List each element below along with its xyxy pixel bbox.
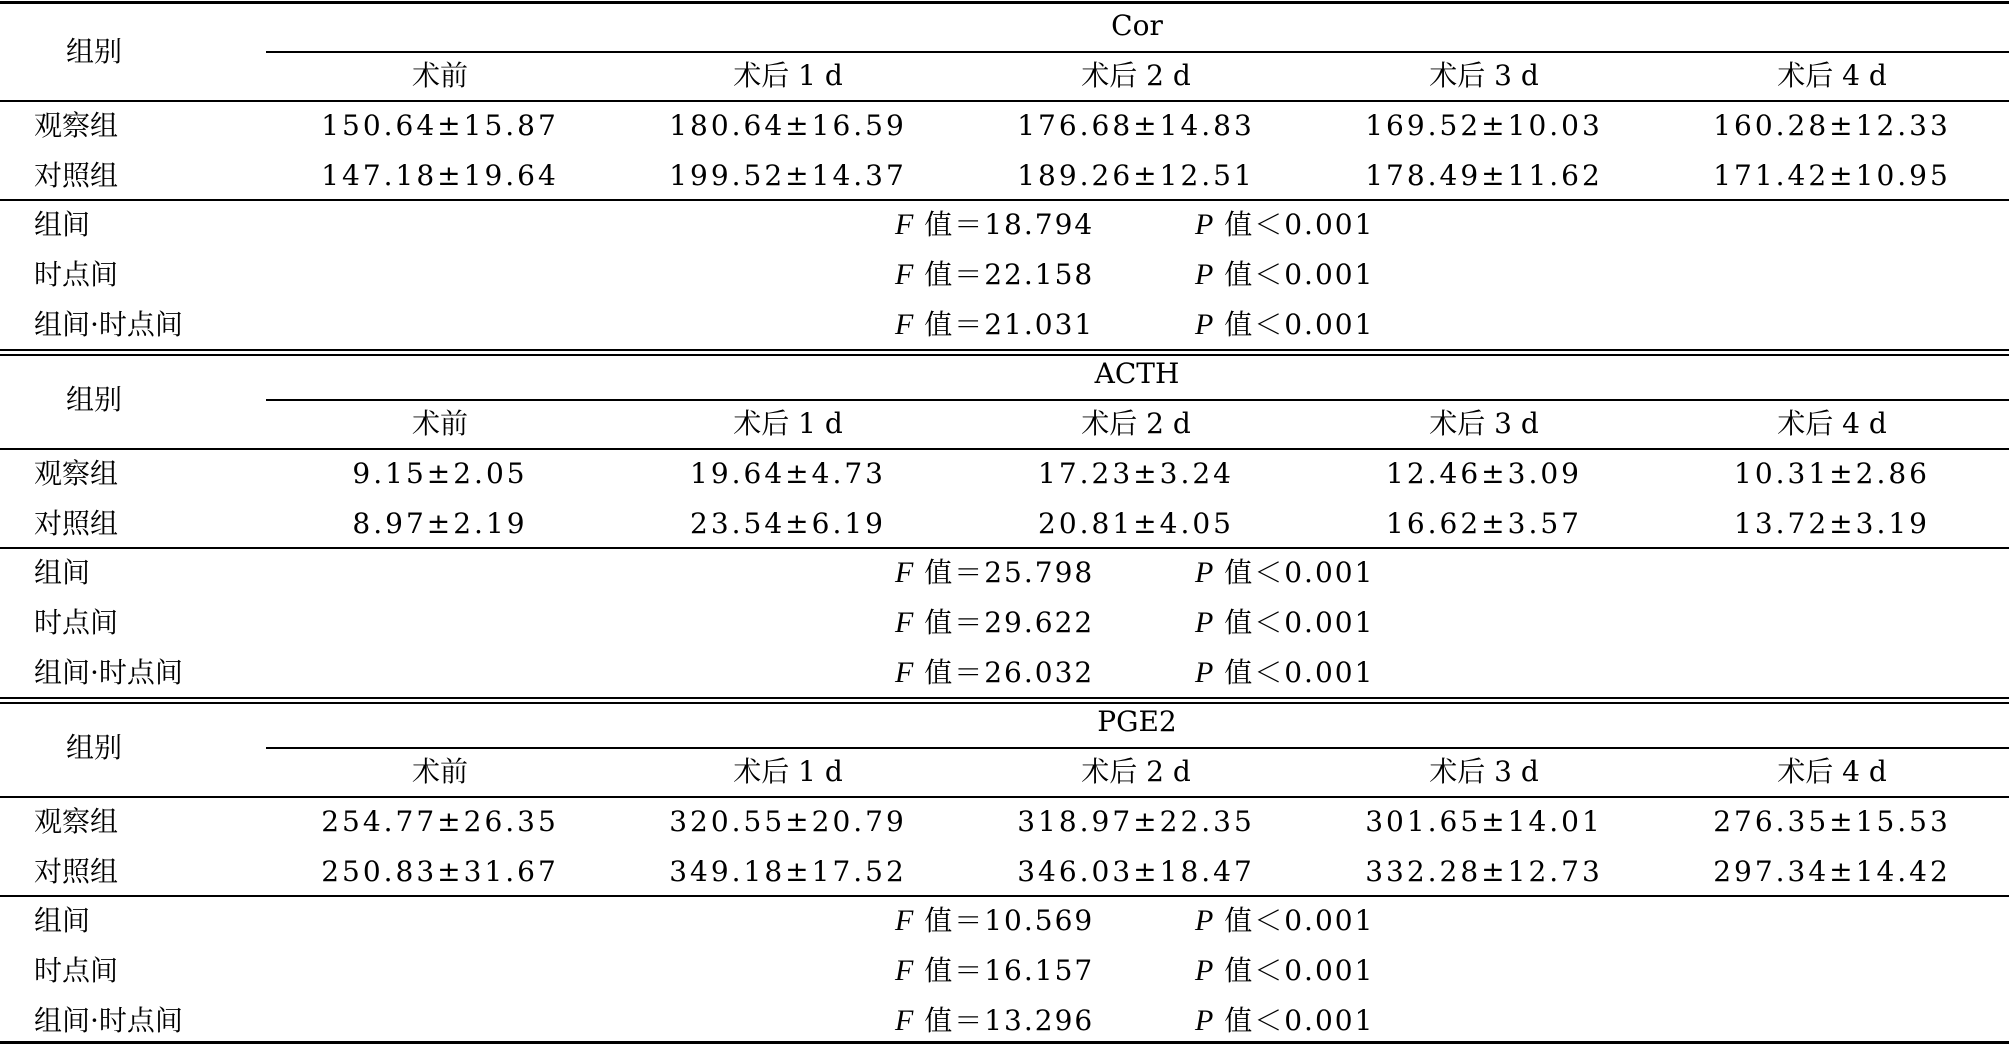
f-symbol: F xyxy=(895,954,914,987)
f-symbol: F xyxy=(895,208,914,241)
column-header: 术后 1 d xyxy=(733,407,843,440)
top-rule xyxy=(0,1,2009,4)
f-prefix: 值＝ xyxy=(913,208,985,241)
f-value xyxy=(895,553,1094,593)
table-cell: 171.42±10.95 xyxy=(1713,159,1951,192)
p-value xyxy=(1195,653,1374,693)
stat-row xyxy=(0,901,2009,941)
table-cell: 9.15±2.05 xyxy=(352,457,528,490)
table-cell: 176.68±14.83 xyxy=(1017,109,1255,142)
column-header: 术后 2 d xyxy=(1081,59,1191,92)
f-symbol: F xyxy=(895,556,914,589)
column-header: 术后 4 d xyxy=(1777,407,1887,440)
column-header: 术后 1 d xyxy=(733,59,843,92)
stat-row xyxy=(0,255,2009,295)
p-prefix: 值＜ xyxy=(1213,656,1285,689)
stat-row xyxy=(0,553,2009,593)
f-number: 10.569 xyxy=(984,904,1095,937)
p-prefix: 值＜ xyxy=(1213,1004,1285,1037)
table-cell: 297.34±14.42 xyxy=(1713,855,1951,888)
f-value xyxy=(895,255,1094,295)
p-symbol: P xyxy=(1195,308,1214,341)
f-prefix: 值＝ xyxy=(913,606,985,639)
p-symbol: P xyxy=(1195,208,1214,241)
p-prefix: 值＜ xyxy=(1213,954,1285,987)
stat-label: 时点间 xyxy=(34,954,119,987)
header-bottom-rule xyxy=(0,796,2009,798)
section-separator-rule xyxy=(0,354,2009,356)
p-symbol: P xyxy=(1195,656,1214,689)
table-cell: 20.81±4.05 xyxy=(1038,507,1234,540)
f-number: 26.032 xyxy=(984,656,1095,689)
p-prefix: 值＜ xyxy=(1213,208,1285,241)
f-value xyxy=(895,653,1094,693)
f-symbol: F xyxy=(895,904,914,937)
table-cell: 276.35±15.53 xyxy=(1713,805,1951,838)
f-number: 21.031 xyxy=(984,308,1095,341)
column-header: 术后 2 d xyxy=(1081,407,1191,440)
table-section-0 xyxy=(0,0,2009,348)
table-cell: 320.55±20.79 xyxy=(669,805,907,838)
p-number: 0.001 xyxy=(1284,308,1375,341)
table-cell: 17.23±3.24 xyxy=(1038,457,1234,490)
f-symbol: F xyxy=(895,308,914,341)
p-value xyxy=(1195,951,1374,991)
section-separator-rule xyxy=(0,349,2009,351)
column-header: 术前 xyxy=(411,407,469,440)
f-value xyxy=(895,951,1094,991)
table-section-1 xyxy=(0,348,2009,696)
table-row xyxy=(0,454,2009,494)
bottom-rule xyxy=(0,1041,2009,1044)
header-bottom-rule xyxy=(0,448,2009,450)
p-number: 0.001 xyxy=(1284,1004,1375,1037)
header-underline xyxy=(266,747,2009,749)
stat-label: 组间 xyxy=(34,904,91,937)
section-separator-rule xyxy=(0,697,2009,699)
row-group-label: 对照组 xyxy=(34,159,119,192)
column-header: 术前 xyxy=(411,755,469,788)
p-value xyxy=(1195,901,1374,941)
p-symbol: P xyxy=(1195,606,1214,639)
column-header: 术前 xyxy=(411,59,469,92)
p-number: 0.001 xyxy=(1284,556,1375,589)
f-prefix: 值＝ xyxy=(913,904,985,937)
stat-row xyxy=(0,205,2009,245)
stat-label: 组间·时点间 xyxy=(34,656,183,689)
stat-row xyxy=(0,305,2009,345)
table-cell: 16.62±3.57 xyxy=(1386,507,1582,540)
table-cell: 301.65±14.01 xyxy=(1365,805,1603,838)
column-header: 术后 3 d xyxy=(1429,755,1539,788)
section-title: PGE2 xyxy=(1097,705,1177,738)
row-group-label: 对照组 xyxy=(34,507,119,540)
section-separator-rule xyxy=(0,702,2009,704)
header-underline xyxy=(266,51,2009,53)
f-symbol: F xyxy=(895,606,914,639)
column-header: 术后 3 d xyxy=(1429,407,1539,440)
table-cell: 12.46±3.09 xyxy=(1386,457,1582,490)
p-prefix: 值＜ xyxy=(1213,904,1285,937)
stat-label: 组间 xyxy=(34,208,91,241)
f-symbol: F xyxy=(895,1004,914,1037)
p-prefix: 值＜ xyxy=(1213,258,1285,291)
group-header: 组别 xyxy=(66,383,123,416)
table-section-2 xyxy=(0,696,2009,1044)
table-cell: 178.49±11.62 xyxy=(1365,159,1603,192)
table-cell: 254.77±26.35 xyxy=(321,805,559,838)
column-header: 术后 4 d xyxy=(1777,755,1887,788)
group-header: 组别 xyxy=(66,731,123,764)
p-number: 0.001 xyxy=(1284,208,1375,241)
table-cell: 318.97±22.35 xyxy=(1017,805,1255,838)
stat-label: 组间·时点间 xyxy=(34,308,183,341)
row-group-label: 对照组 xyxy=(34,855,119,888)
f-value xyxy=(895,603,1094,643)
f-number: 13.296 xyxy=(984,1004,1095,1037)
header-underline xyxy=(266,399,2009,401)
table-cell: 150.64±15.87 xyxy=(321,109,559,142)
p-number: 0.001 xyxy=(1284,258,1375,291)
f-number: 22.158 xyxy=(984,258,1095,291)
p-number: 0.001 xyxy=(1284,606,1375,639)
f-symbol: F xyxy=(895,656,914,689)
table-cell: 332.28±12.73 xyxy=(1365,855,1603,888)
stat-label: 组间·时点间 xyxy=(34,1004,183,1037)
p-prefix: 值＜ xyxy=(1213,556,1285,589)
table-cell: 23.54±6.19 xyxy=(690,507,886,540)
table-cell: 147.18±19.64 xyxy=(321,159,559,192)
p-prefix: 值＜ xyxy=(1213,308,1285,341)
table-cell: 10.31±2.86 xyxy=(1734,457,1930,490)
f-value xyxy=(895,901,1094,941)
f-value xyxy=(895,205,1094,245)
section-title: Cor xyxy=(1111,9,1163,42)
f-number: 18.794 xyxy=(984,208,1095,241)
f-symbol: F xyxy=(895,258,914,291)
p-value xyxy=(1195,1001,1374,1041)
p-number: 0.001 xyxy=(1284,656,1375,689)
f-prefix: 值＝ xyxy=(913,954,985,987)
p-number: 0.001 xyxy=(1284,904,1375,937)
f-prefix: 值＝ xyxy=(913,1004,985,1037)
section-title: ACTH xyxy=(1094,357,1180,390)
table-row xyxy=(0,802,2009,842)
table-cell: 189.26±12.51 xyxy=(1017,159,1255,192)
table-cell: 169.52±10.03 xyxy=(1365,109,1603,142)
table-cell: 250.83±31.67 xyxy=(321,855,559,888)
p-value xyxy=(1195,305,1374,345)
table-cell: 19.64±4.73 xyxy=(690,457,886,490)
table-row xyxy=(0,106,2009,146)
p-value xyxy=(1195,553,1374,593)
column-header: 术后 3 d xyxy=(1429,59,1539,92)
row-group-label: 观察组 xyxy=(34,805,119,838)
f-value xyxy=(895,305,1094,345)
data-bottom-rule xyxy=(0,895,2009,897)
data-bottom-rule xyxy=(0,547,2009,549)
table-row xyxy=(0,852,2009,892)
column-header: 术后 2 d xyxy=(1081,755,1191,788)
p-symbol: P xyxy=(1195,258,1214,291)
table-cell: 346.03±18.47 xyxy=(1017,855,1255,888)
row-group-label: 观察组 xyxy=(34,109,119,142)
stat-row xyxy=(0,951,2009,991)
data-bottom-rule xyxy=(0,199,2009,201)
f-prefix: 值＝ xyxy=(913,656,985,689)
table-cell: 8.97±2.19 xyxy=(352,507,528,540)
p-prefix: 值＜ xyxy=(1213,606,1285,639)
f-prefix: 值＝ xyxy=(913,258,985,291)
p-number: 0.001 xyxy=(1284,954,1375,987)
f-number: 16.157 xyxy=(984,954,1095,987)
p-symbol: P xyxy=(1195,556,1214,589)
f-prefix: 值＝ xyxy=(913,308,985,341)
f-number: 25.798 xyxy=(984,556,1095,589)
table-row xyxy=(0,156,2009,196)
stat-row xyxy=(0,603,2009,643)
p-symbol: P xyxy=(1195,904,1214,937)
p-value xyxy=(1195,603,1374,643)
p-value xyxy=(1195,205,1374,245)
column-header: 术后 4 d xyxy=(1777,59,1887,92)
stat-label: 时点间 xyxy=(34,606,119,639)
table-cell: 160.28±12.33 xyxy=(1713,109,1951,142)
f-number: 29.622 xyxy=(984,606,1095,639)
group-header: 组别 xyxy=(66,35,123,68)
header-bottom-rule xyxy=(0,100,2009,102)
stat-row xyxy=(0,653,2009,693)
stat-label: 组间 xyxy=(34,556,91,589)
f-value xyxy=(895,1001,1094,1041)
table-cell: 199.52±14.37 xyxy=(669,159,907,192)
p-symbol: P xyxy=(1195,1004,1214,1037)
table-cell: 13.72±3.19 xyxy=(1734,507,1930,540)
stat-row xyxy=(0,1001,2009,1041)
table-row xyxy=(0,504,2009,544)
table-cell: 349.18±17.52 xyxy=(669,855,907,888)
column-header: 术后 1 d xyxy=(733,755,843,788)
p-symbol: P xyxy=(1195,954,1214,987)
p-value xyxy=(1195,255,1374,295)
f-prefix: 值＝ xyxy=(913,556,985,589)
stat-label: 时点间 xyxy=(34,258,119,291)
row-group-label: 观察组 xyxy=(34,457,119,490)
table-cell: 180.64±16.59 xyxy=(669,109,907,142)
